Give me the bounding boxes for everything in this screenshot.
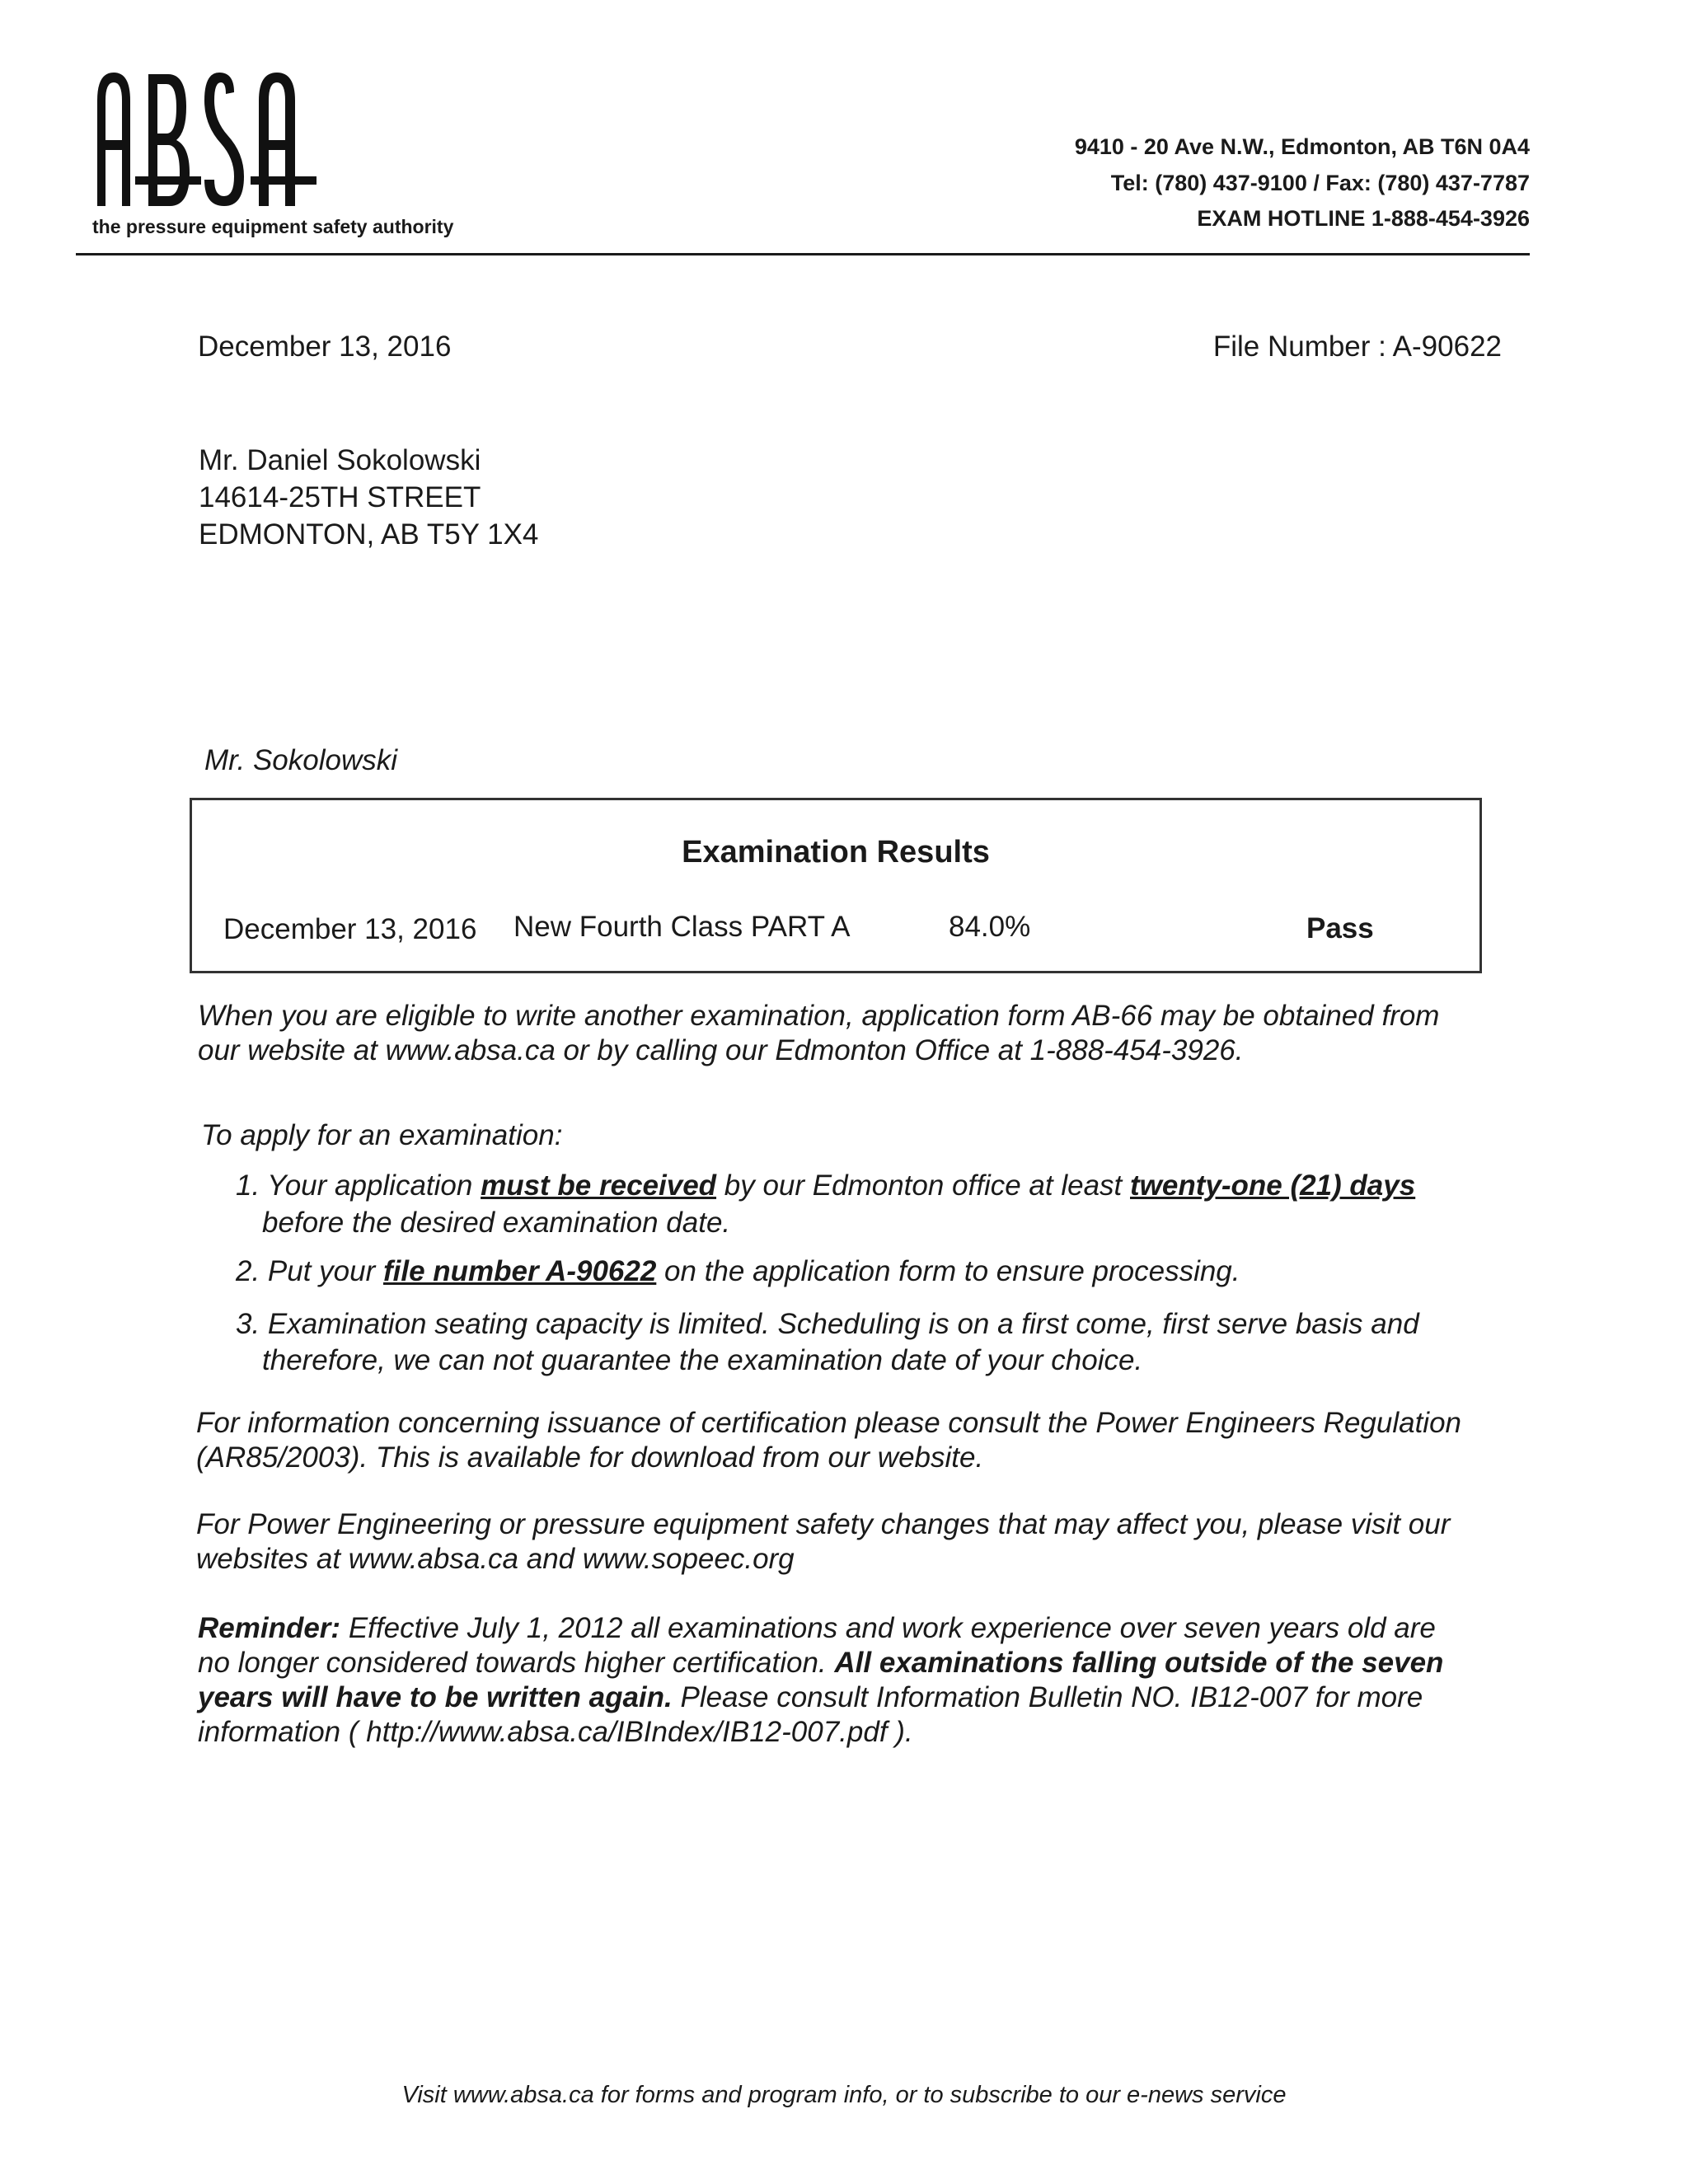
- reminder-label: Reminder:: [198, 1612, 341, 1644]
- logo-tagline: the pressure equipment safety authority: [92, 216, 454, 237]
- list-item-1-middle: by our Edmonton office at least: [716, 1169, 1130, 1202]
- reminder-line-1: [198, 1611, 1443, 1646]
- reminder-paragraph: [198, 1611, 1443, 1750]
- eligibility-line-2: our website at www.absa.ca or by calling our Edmonton Office at 1-888-454-3926.: [198, 1034, 1244, 1066]
- list-item-3: 3. Examination seating capacity is limited. Scheduling is on a first come, first serve basis and: [236, 1308, 1419, 1340]
- list-item-2-end: on the application form to ensure processing.: [656, 1255, 1240, 1287]
- list-item-1-continuation: before the desired examination date.: [262, 1207, 731, 1239]
- changes-line-2: websites at www.absa.ca and www.sopeec.org: [196, 1543, 795, 1575]
- reminder-line-1-text: Effective July 1, 2012 all examinations and work experience over seven years old are: [340, 1612, 1436, 1644]
- file-number: File Number : A-90622: [1212, 330, 1502, 363]
- header-divider: [76, 253, 1530, 255]
- salutation: Mr. Sokolowski: [204, 744, 398, 776]
- certification-info-line-1: For information concerning issuance of certification please consult the Power Engineers Regulation: [196, 1407, 1462, 1439]
- file-number-emphasis: file number A-90622: [382, 1255, 657, 1287]
- reminder-line-3: [198, 1680, 1443, 1715]
- reminder-bold-line-3: years will have to be written again.: [198, 1681, 673, 1713]
- office-address: 9410 - 20 Ave N.W., Edmonton, AB T6N 0A4: [1074, 134, 1530, 159]
- absa-logo: [89, 68, 328, 224]
- footer-note: Visit www.absa.ca for forms and program info, or to subscribe to our e-news service: [401, 2082, 1287, 2108]
- tel-fax: Tel: (780) 437-9100 / Fax: (780) 437-7787: [1110, 171, 1530, 195]
- changes-paragraph: [196, 1507, 1450, 1577]
- reminder-line-3-text: Please consult Information Bulletin NO. IB12-007 for more: [672, 1681, 1423, 1713]
- results-box: [190, 798, 1482, 973]
- must-be-received-emphasis: must be received: [481, 1169, 717, 1202]
- list-item-1-text: 1. Your application: [236, 1169, 481, 1202]
- reminder-bold-line-2: All examinations falling outside of the seven: [834, 1647, 1444, 1679]
- reminder-line-2: [198, 1646, 1443, 1680]
- recipient-name: Mr. Daniel Sokolowski: [199, 444, 481, 476]
- certification-info-paragraph: [196, 1406, 1461, 1475]
- certification-info-line-2: (AR85/2003). This is available for download from our website.: [196, 1441, 984, 1474]
- letter-date: December 13, 2016: [198, 330, 452, 363]
- reminder-line-4: information ( http://www.absa.ca/IBIndex/IB12-007.pdf ).: [198, 1716, 913, 1748]
- reminder-line-2-text: no longer considered towards higher certification.: [198, 1647, 835, 1679]
- list-item-1: [236, 1169, 1415, 1203]
- changes-line-1: For Power Engineering or pressure equipment safety changes that may affect you, please visit our: [196, 1508, 1451, 1540]
- absa-logo-mark: [89, 68, 328, 224]
- eligibility-line-1: When you are eligible to write another examination, application form AB-66 may be obtained from: [198, 1000, 1440, 1032]
- result-score: 84.0%: [949, 911, 1031, 943]
- result-status: Pass: [1306, 912, 1374, 944]
- result-exam-name: New Fourth Class PART A: [513, 911, 851, 943]
- list-item-2: [236, 1254, 1240, 1289]
- list-item-2-text: 2. Put your: [236, 1255, 383, 1287]
- twenty-one-days-emphasis: twenty-one (21) days: [1130, 1169, 1416, 1202]
- apply-heading: To apply for an examination:: [201, 1119, 563, 1151]
- recipient-address: [199, 442, 538, 553]
- list-item-3-continuation: therefore, we can not guarantee the examination date of your choice.: [262, 1344, 1143, 1376]
- result-date: December 13, 2016: [223, 913, 477, 945]
- recipient-city: EDMONTON, AB T5Y 1X4: [199, 518, 539, 551]
- eligibility-paragraph: [198, 999, 1439, 1068]
- recipient-street: 14614-25TH STREET: [199, 481, 481, 513]
- results-title: Examination Results: [682, 835, 990, 869]
- exam-hotline: EXAM HOTLINE 1-888-454-3926: [1197, 206, 1530, 231]
